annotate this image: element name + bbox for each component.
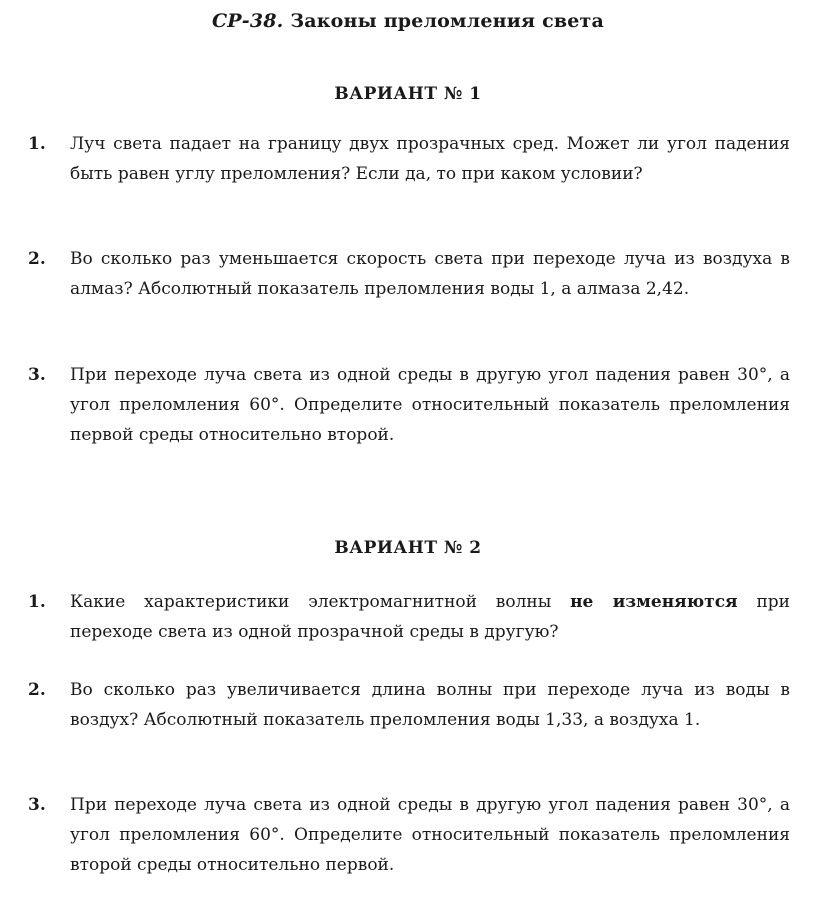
task-number: 3. (28, 795, 46, 815)
variant-1-heading: ВАРИАНТ № 1 (334, 84, 482, 104)
title-code: СР-38. (211, 10, 284, 32)
task-text-bold: не изменяются (570, 592, 738, 612)
variant-2-heading: ВАРИАНТ № 2 (334, 538, 482, 558)
task-text-before: Какие характеристики электромагнитной волны (70, 592, 571, 612)
task-number: 1. (28, 592, 46, 612)
task-text (70, 587, 790, 647)
task-number: 3. (28, 365, 46, 385)
title-text: Законы преломления света (290, 10, 605, 32)
task-number: 2. (28, 249, 46, 269)
task-text: При переходе луча света из одной среды в другую угол падения равен 30°, а угол преломления 60°. Определите относительный показатель преломления первой среды относительно второй. (70, 365, 790, 445)
task-text: При переходе луча света из одной среды в другую угол падения равен 30°, а угол преломления 60°. Определите относительный показатель преломления второй среды относительно первой. (70, 795, 790, 875)
variant-1-task-3 (28, 360, 790, 450)
variant-1-task-2 (28, 244, 790, 304)
task-number: 2. (28, 680, 46, 700)
task-text: Во сколько раз увеличивается длина волны при переходе луча из воды в воздух? Абсолютный показатель преломления воды 1,33, а воздуха 1. (70, 680, 790, 730)
task-text: Во сколько раз уменьшается скорость света при переходе луча из воздуха в алмаз? Абсолютный показатель преломления воды 1, а алмаза 2,42. (70, 249, 790, 299)
page-title (0, 10, 816, 32)
variant-2-task-3 (28, 790, 790, 880)
task-text-after: при переходе света из одной прозрачной среды в другую? (70, 592, 790, 642)
variant-2-task-1 (28, 587, 790, 647)
variant-1-task-1 (28, 129, 790, 189)
task-text: Луч света падает на границу двух прозрачных сред. Может ли угол падения быть равен углу преломления? Если да, то при каком условии? (70, 134, 790, 184)
variant-2-task-2 (28, 675, 790, 735)
task-number: 1. (28, 134, 46, 154)
